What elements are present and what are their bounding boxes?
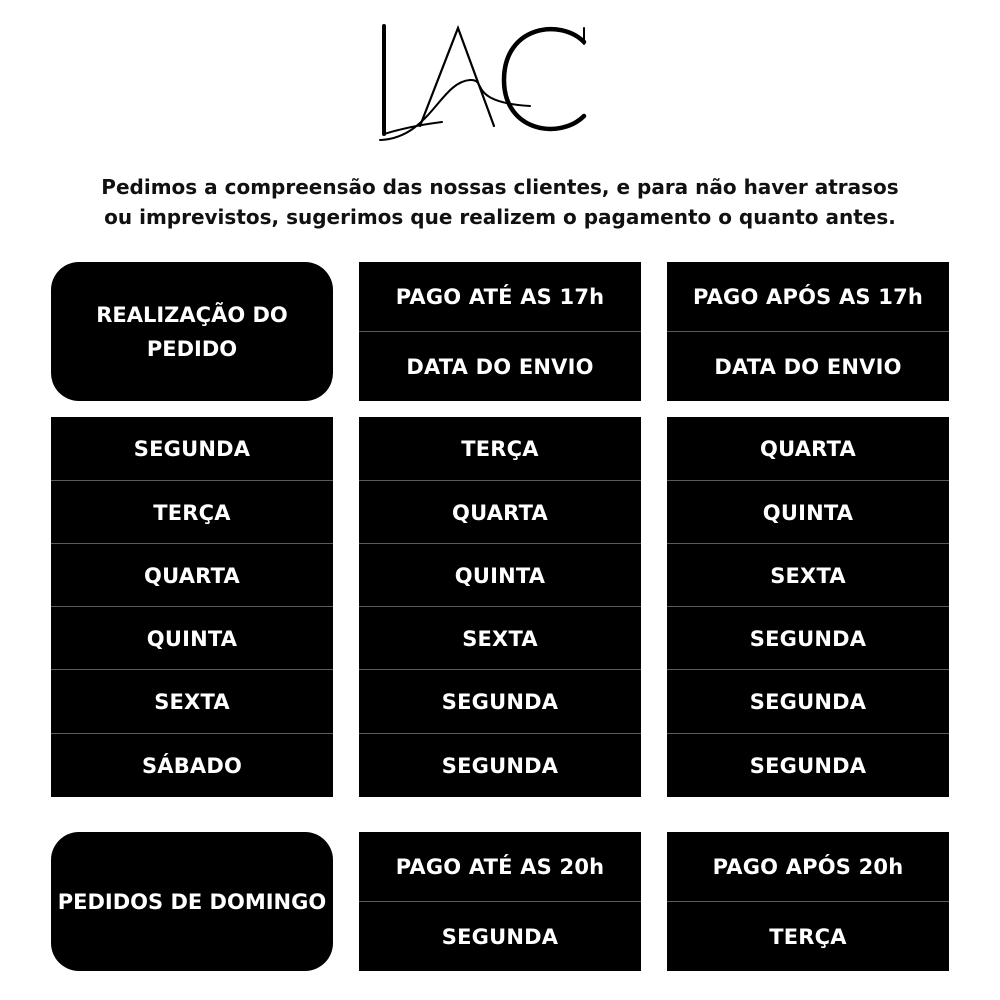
lac-logo [370, 22, 595, 147]
ship-before-column [359, 417, 641, 797]
order-label-cell [51, 262, 333, 401]
ship-after-column [667, 417, 949, 797]
paid-before-label: PAGO ATÉ AS 17h [395, 284, 605, 309]
sunday-paid-after [667, 832, 949, 971]
table-cell: SÁBADO [51, 733, 333, 798]
table-cell: SEGUNDA [667, 733, 949, 798]
sunday-paid-after-label: PAGO APÓS 20h [712, 854, 904, 879]
table-cell: TERÇA [461, 436, 539, 461]
table-cell: SEGUNDA [667, 669, 949, 734]
sunday-ship-before: SEGUNDA [359, 901, 641, 972]
table-cell: QUINTA [667, 480, 949, 544]
table-cell: QUINTA [51, 606, 333, 670]
table-cell: SEXTA [667, 543, 949, 607]
order-days-column [51, 417, 333, 797]
sunday-paid-before [359, 832, 641, 971]
paid-after-header [667, 262, 949, 401]
table-cell: SEGUNDA [133, 436, 251, 461]
order-label: REALIZAÇÃO DO PEDIDO [96, 302, 288, 361]
sunday-label-cell [51, 832, 333, 971]
sunday-ship-after: TERÇA [667, 901, 949, 972]
table-cell: SEXTA [51, 669, 333, 734]
table-cell: QUARTA [359, 480, 641, 544]
intro-line-1: Pedimos a compreensão das nossas clientes, e para não haver atrasos [101, 175, 899, 199]
table-cell: SEXTA [359, 606, 641, 670]
paid-after-label: PAGO APÓS AS 17h [692, 284, 924, 309]
table-cell: SEGUNDA [359, 733, 641, 798]
paid-before-header [359, 262, 641, 401]
sunday-label: PEDIDOS DE DOMINGO [57, 889, 327, 914]
table-cell: TERÇA [51, 480, 333, 544]
intro-text [40, 172, 960, 232]
table-cell: SEGUNDA [359, 669, 641, 734]
table-cell: QUARTA [760, 436, 856, 461]
intro-line-2: ou imprevistos, sugerimos que realizem o pagamento o quanto antes. [104, 205, 896, 229]
table-cell: SEGUNDA [667, 606, 949, 670]
sunday-paid-before-label: PAGO ATÉ AS 20h [395, 854, 605, 879]
table-cell: QUINTA [359, 543, 641, 607]
ship-date-label: DATA DO ENVIO [667, 331, 949, 402]
ship-date-label: DATA DO ENVIO [359, 331, 641, 402]
table-cell: QUARTA [51, 543, 333, 607]
